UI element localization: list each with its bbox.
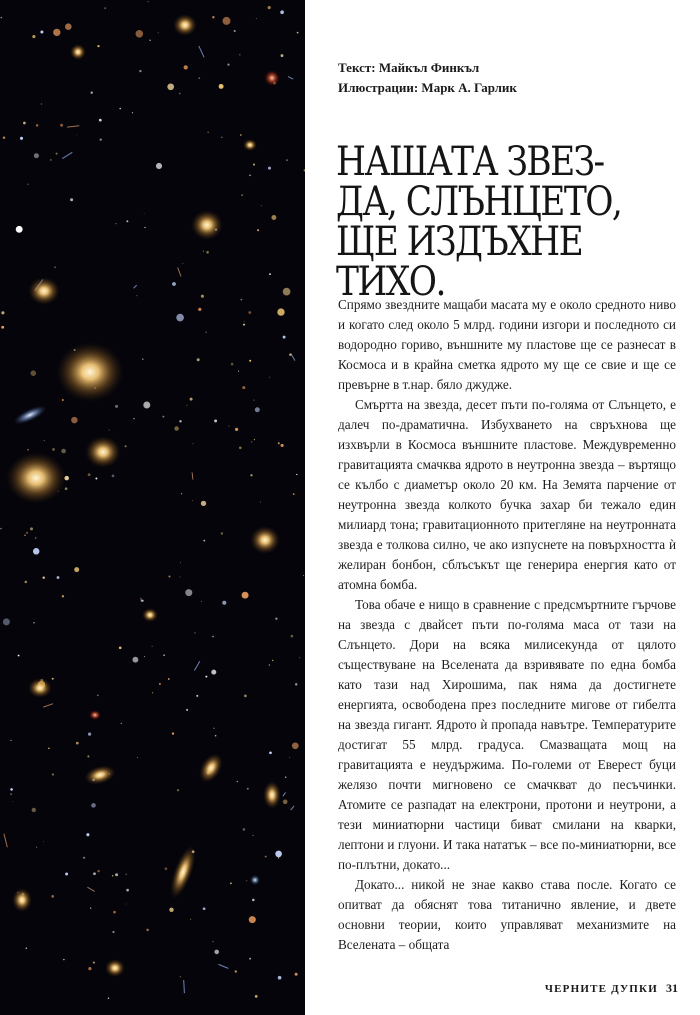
headline-line: ДА, СЛЪНЦЕТО, bbox=[336, 179, 622, 225]
running-section-title: ЧЕРНИТЕ ДУПКИ bbox=[544, 983, 658, 995]
headline-line: ТИХО. bbox=[336, 259, 445, 305]
page-number: 31 bbox=[666, 981, 678, 995]
headline bbox=[336, 139, 676, 305]
paragraph: Спрямо звездните мащаби масата му е около средното ниво и когато след около 5 млрд. години изгори и последното си водородно гориво, външните му пластове ще се разнесат в Космоса и в крайна сметка ядрото му ще се свие и ще се превърне в т.нар. бяло джудже. bbox=[338, 297, 676, 392]
paragraph: Това обаче е нищо в сравнение с предсмъртните гърчове на звезда с двайсет пъти по-голяма маса от тази на Слънцето. Дори на всяка милисекунда от цялото съществуване на Вселената да взривявате по една бомба като тази над Хирошима, пак няма да достигнете енергията, освободена през последните мигове от гибелта на звезда гигант. Ядрото ѝ пропада навътре. Температурите достигат 55 млрд. градуса. Смазващата мощ на гравитацията е неудържима. По-големи от Еверест буци желязо почти мигновено се смачкват до песъчинки. Атомите се разпадат на електрони, протони и неутрони, а тези миниатюрни частици биват смилани на кварки, лептони и глуони. И така нататък – все по-миниатюрни, все по-плътни, докато... bbox=[338, 597, 676, 872]
headline-line: ЩЕ ИЗДЪХНЕ bbox=[336, 219, 583, 265]
author-credit: Текст: Майкъл Финкъл bbox=[338, 60, 480, 75]
headline-line: НАШАТА ЗВЕЗ- bbox=[336, 139, 604, 185]
illustrator-credit: Илюстрации: Марк А. Гарлик bbox=[338, 80, 517, 95]
paragraph: Смъртта на звезда, десет пъти по-голяма от Слънцето, е далеч по-драматична. Избухването на свръхнова ще изхвърли в Космоса външните пластове. Междувременно гравитацията смачква ядрото в неутронна звезда – въртящо се кълбо с диаметър около 20 км. На Земята парчение от неутронна звезда колкото бучка захар би тежало един милиард тона; гравитационното притегляне на неутронната звезда е толкова силно, че ако изпуснете на повърхността ѝ желиран бонбон, сблъсъкът ще генерира енергия като от атомна бомба. bbox=[338, 397, 676, 592]
page-footer bbox=[545, 981, 678, 996]
paragraph: Докато... никой не знае какво става после. Когато се опитват да обяснят това титанично явление, и двете основни теории, които управляват механизмите на Вселената – общата bbox=[338, 877, 676, 952]
article-body bbox=[338, 295, 676, 955]
credits bbox=[338, 58, 517, 98]
article-page bbox=[305, 0, 700, 1015]
galaxy-cluster-photo bbox=[0, 0, 305, 1015]
starfield-image bbox=[0, 0, 305, 1015]
